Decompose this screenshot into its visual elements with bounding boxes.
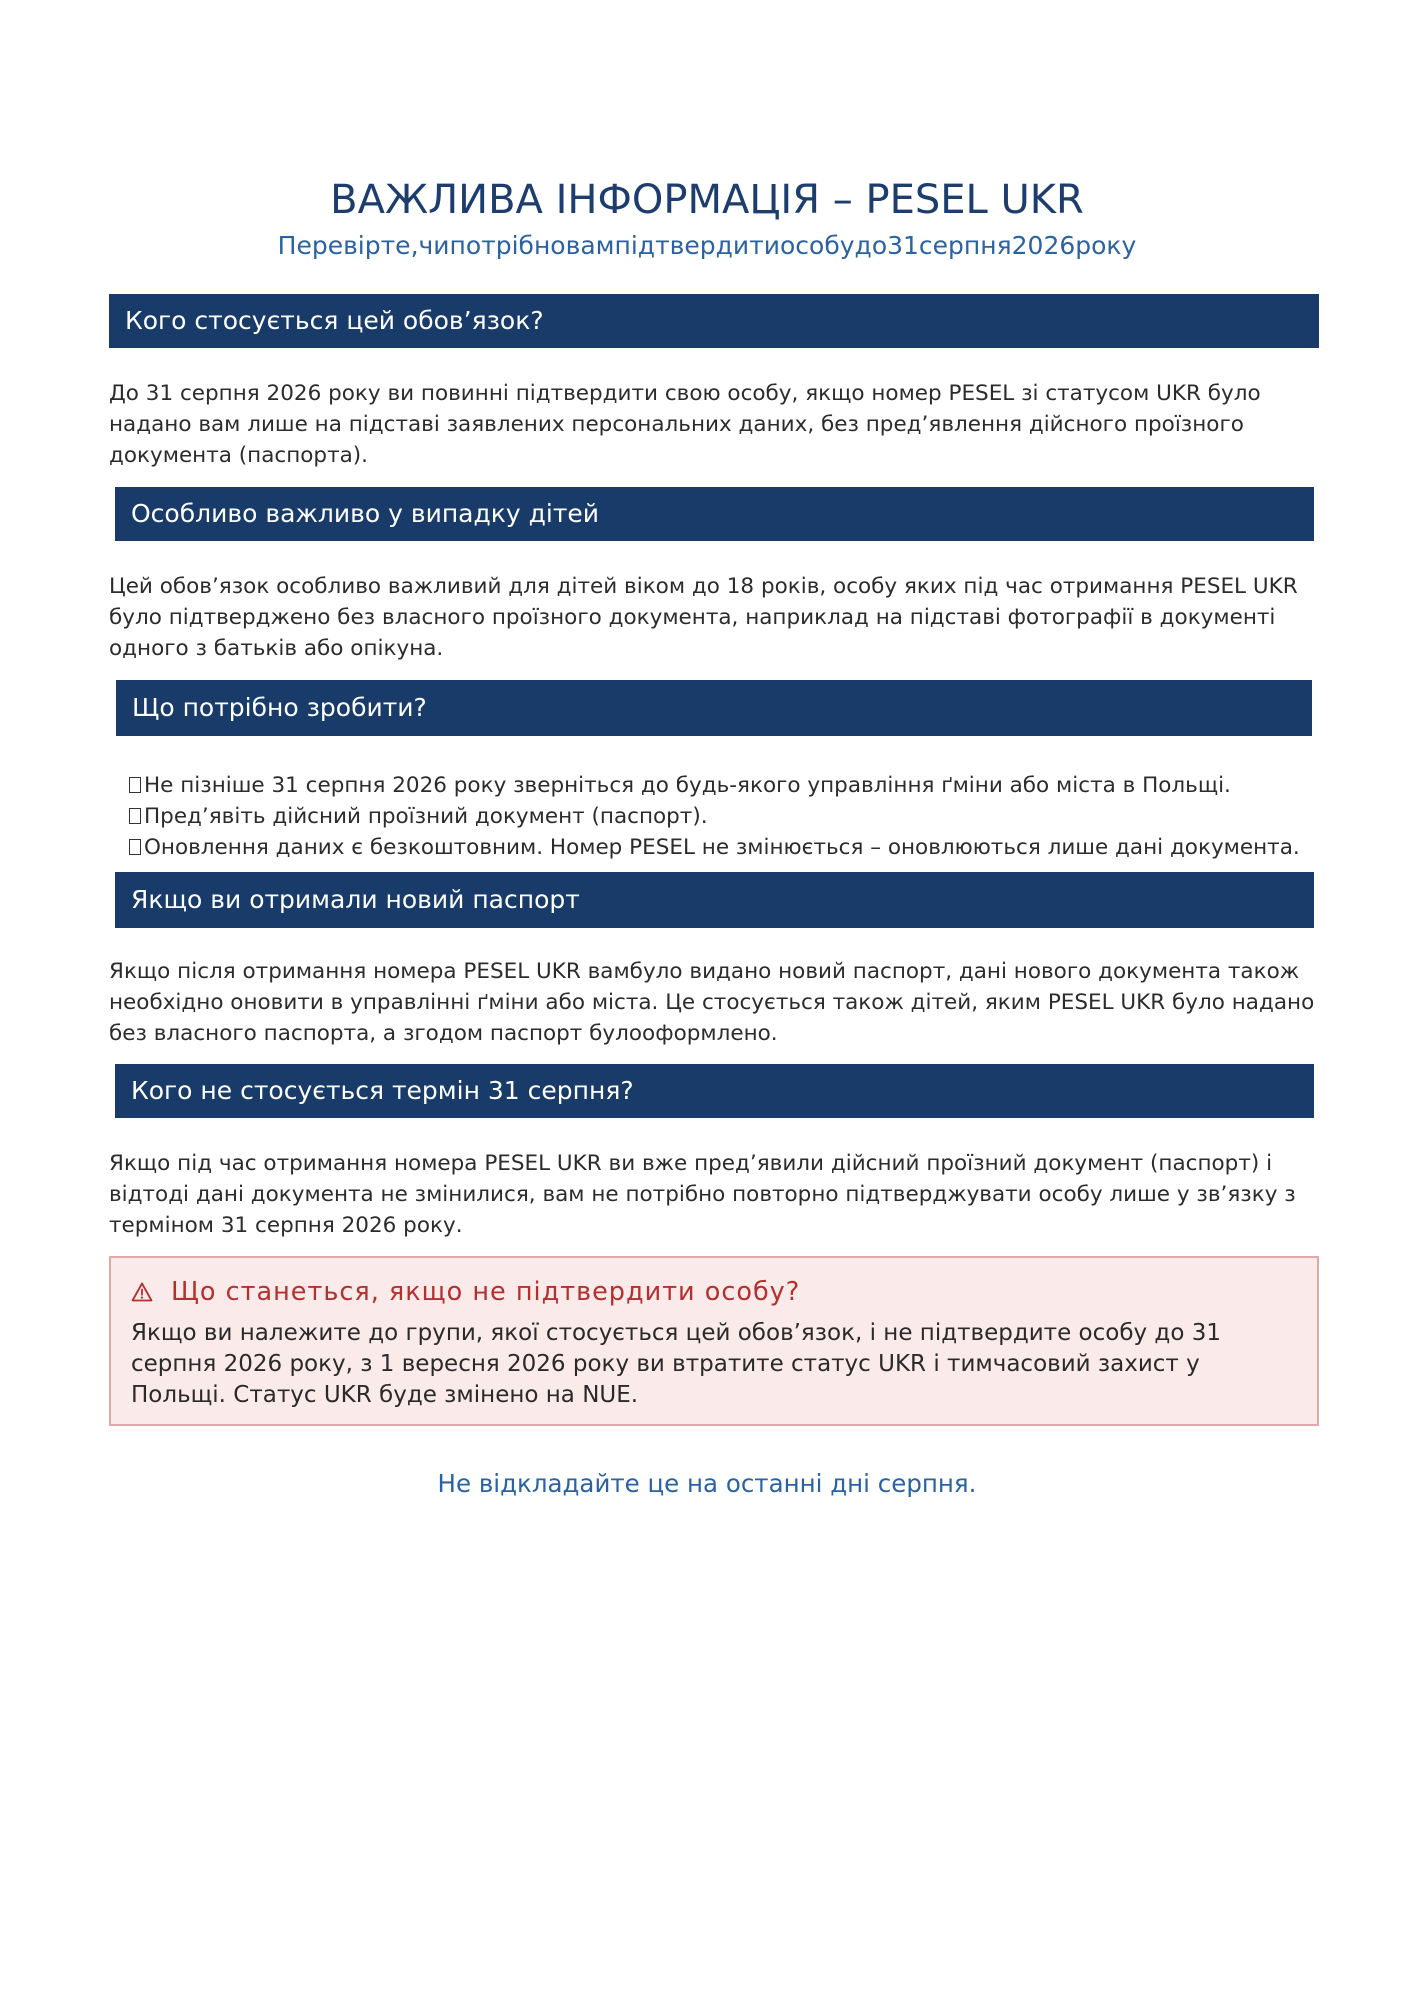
- list-item: [129, 770, 1339, 801]
- section-heading-label: Якщо ви отримали новий паспорт: [131, 885, 580, 914]
- section-text-who: До 31 серпня 2026 року ви повинні підтвердити свою особу, якщо номер PESEL зі статусом UKR було надано вам лише на підставі заявлених персональних даних, без пред’явлення дійсного проїзного документа (паспорта).: [109, 381, 1261, 468]
- warning-title-row: [131, 1274, 800, 1310]
- list-item: [129, 801, 1339, 832]
- section-heading-not-affected: [115, 1064, 1314, 1118]
- section-heading-children: [115, 487, 1314, 541]
- warning-box: [109, 1256, 1319, 1426]
- section-heading-new-passport: [115, 872, 1314, 928]
- section-text-children: Цей обов’язок особливо важливий для дітей віком до 18 років, особу яких під час отримання PESEL UKR було підтверджено без власного проїзного документа, наприклад на підставі фотографії в документі одного з батьків або опікуна.: [109, 574, 1298, 661]
- footer-note: Не відкладайте це на останні дні серпня.: [437, 1469, 977, 1498]
- section-heading-label: Що потрібно зробити?: [132, 693, 427, 722]
- section-heading-label: Кого стосується цей обов’язок?: [125, 306, 544, 335]
- section-heading-label: Кого не стосується термін 31 серпня?: [131, 1076, 634, 1105]
- page-title: ВАЖЛИВА ІНФОРМАЦІЯ – PESEL UKR: [330, 177, 1084, 223]
- section-text-not-affected: Якщо під час отримання номера PESEL UKR ви вже пред’явили дійсний проїзний документ (паспорт) і відтоді дані документа не змінилися, вам не потрібно повторно підтверджувати особу лише у зв’язку з терміном 31 серпня 2026 року.: [109, 1151, 1296, 1238]
- steps-list: [129, 770, 1339, 863]
- checkbox-glyph-icon: [129, 777, 141, 793]
- list-item: [129, 832, 1339, 863]
- step-text: Оновлення даних є безкоштовним. Номер PESEL не змінюється – оновлюються лише дані документа.: [144, 835, 1300, 860]
- checkbox-glyph-icon: [129, 839, 141, 855]
- warning-triangle-icon: [131, 1282, 153, 1302]
- section-heading-what-to-do: [116, 680, 1312, 736]
- warning-title: Що станеться, якщо не підтвердити особу?: [171, 1277, 801, 1307]
- section-text-new-passport: Якщо після отримання номера PESEL UKR вамбуло видано новий паспорт, дані нового документа також необхідно оновити в управлінні ґміни або міста. Це стосується також дітей, яким PESEL UKR було надано без власного паспорта, а згодом паспорт булооформлено.: [109, 959, 1315, 1046]
- step-text: Пред’явіть дійсний проїзний документ (паспорт).: [144, 804, 708, 829]
- step-text: Не пізніше 31 серпня 2026 року зверніться до будь-якого управління ґміни або міста в Польщі.: [144, 773, 1231, 798]
- section-heading-who: [109, 294, 1319, 348]
- page-subtitle: Перевірте,чипотрібновампідтвердитиособудо31серпня2026року: [277, 231, 1137, 260]
- checkbox-glyph-icon: [129, 808, 141, 824]
- section-heading-label: Особливо важливо у випадку дітей: [131, 499, 600, 528]
- warning-text: Якщо ви належите до групи, якої стосується цей обов’язок, і не підтвердите особу до 31 серпня 2026 року, з 1 вересня 2026 року ви втратите статус UKR і тимчасовий захист у Польщі. Статус UKR буде змінено на NUE.: [131, 1320, 1221, 1408]
